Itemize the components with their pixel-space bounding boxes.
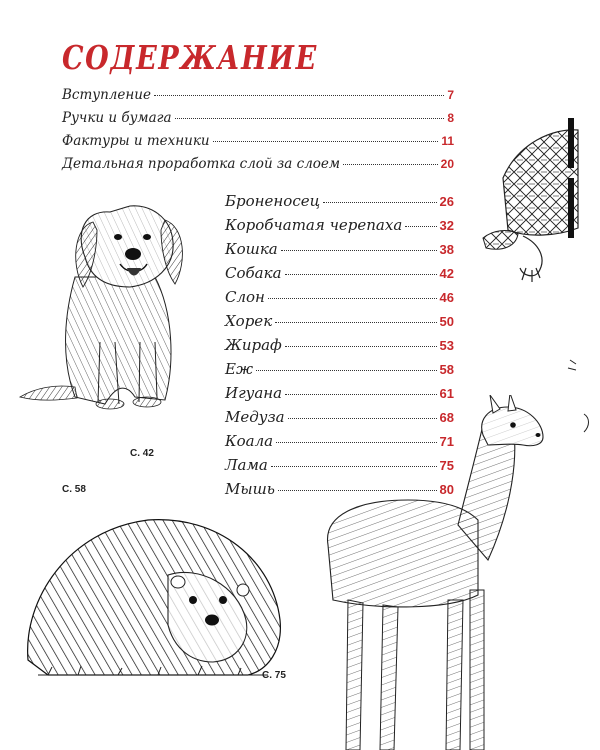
toc-entry-label: Кошка [225,240,278,258]
toc-leader-dots [285,274,437,275]
toc-entry-label: Детальная проработка слой за слоем [62,156,341,172]
toc-entry-label: Собака [225,264,282,282]
toc-entry-page: 38 [439,242,454,257]
toc-entry-label: Игуана [225,384,283,402]
toc-leader-dots [275,322,436,323]
toc-entry-armadillo[interactable] [225,192,454,210]
toc-entry-cat[interactable] [225,240,454,258]
dog-illustration [15,192,210,417]
toc-entry-giraffe[interactable] [225,336,454,354]
toc-entry-label: Фактуры и техники [62,133,210,149]
toc-entry-label: Коала [225,432,274,450]
toc-entry-page: 53 [439,338,454,353]
toc-entry-label: Еж [225,360,254,378]
toc-entry-label: Ручки и бумага [62,110,172,126]
toc-leader-dots [256,370,437,371]
toc-entry-page: 61 [439,386,454,401]
toc-entry-page: 11 [441,134,454,148]
toc-entry-dog[interactable] [225,264,454,282]
toc-leader-dots [268,298,437,299]
toc-entry-pens-paper[interactable] [62,110,454,126]
toc-entry-textures[interactable] [62,133,454,149]
turtle-illustration [478,118,600,288]
toc-entry-page: 32 [439,218,454,233]
toc-entry-label: Броненосец [225,192,321,210]
toc-leader-dots [154,95,444,96]
toc-entry-page: 20 [440,157,454,171]
toc-leader-dots [343,164,438,165]
toc-entry-page: 75 [439,458,454,473]
toc-entry-label: Слон [225,288,265,306]
llama-caption: С. 75 [262,670,286,681]
toc-entry-page: 8 [447,111,454,125]
toc-entry-label: Вступление [62,87,151,103]
llama-illustration [318,395,553,750]
toc-leader-dots [323,202,436,203]
toc-entry-ferret[interactable] [225,312,454,330]
toc-entry-elephant[interactable] [225,288,454,306]
toc-entry-hedgehog[interactable] [225,360,454,378]
toc-leader-dots [281,250,437,251]
toc-entry-page: 71 [439,434,454,449]
toc-entry-page: 46 [439,290,454,305]
toc-entry-page: 68 [439,410,454,425]
toc-entry-intro[interactable] [62,87,454,103]
toc-entry-page: 50 [439,314,454,329]
dog-caption: С. 42 [130,448,154,459]
toc-leader-dots [213,141,439,142]
toc-entry-layers[interactable] [62,156,454,172]
toc-leader-dots [285,346,437,347]
page-title: СОДЕРЖАНИЕ [62,38,318,77]
toc-leader-dots [175,118,445,119]
toc-entry-page: 58 [439,362,454,377]
toc-entry-label: Медуза [225,408,285,426]
toc-entry-label: Жираф [225,336,282,354]
hedgehog-illustration [18,510,288,685]
toc-entry-page: 7 [447,88,454,102]
toc-entry-label: Лама [225,456,268,474]
toc-entry-box-turtle[interactable] [225,216,454,234]
toc-entry-page: 26 [439,194,454,209]
toc-entry-page: 42 [439,266,454,281]
toc-entry-label: Мышь [225,480,275,498]
toc-entry-page: 80 [439,482,454,497]
partial-sketch-fragment [566,354,596,444]
toc-leader-dots [405,226,436,227]
toc-entry-label: Хорек [225,312,273,330]
toc-entry-label: Коробчатая черепаха [225,216,403,234]
hedgehog-caption: С. 58 [62,484,86,495]
